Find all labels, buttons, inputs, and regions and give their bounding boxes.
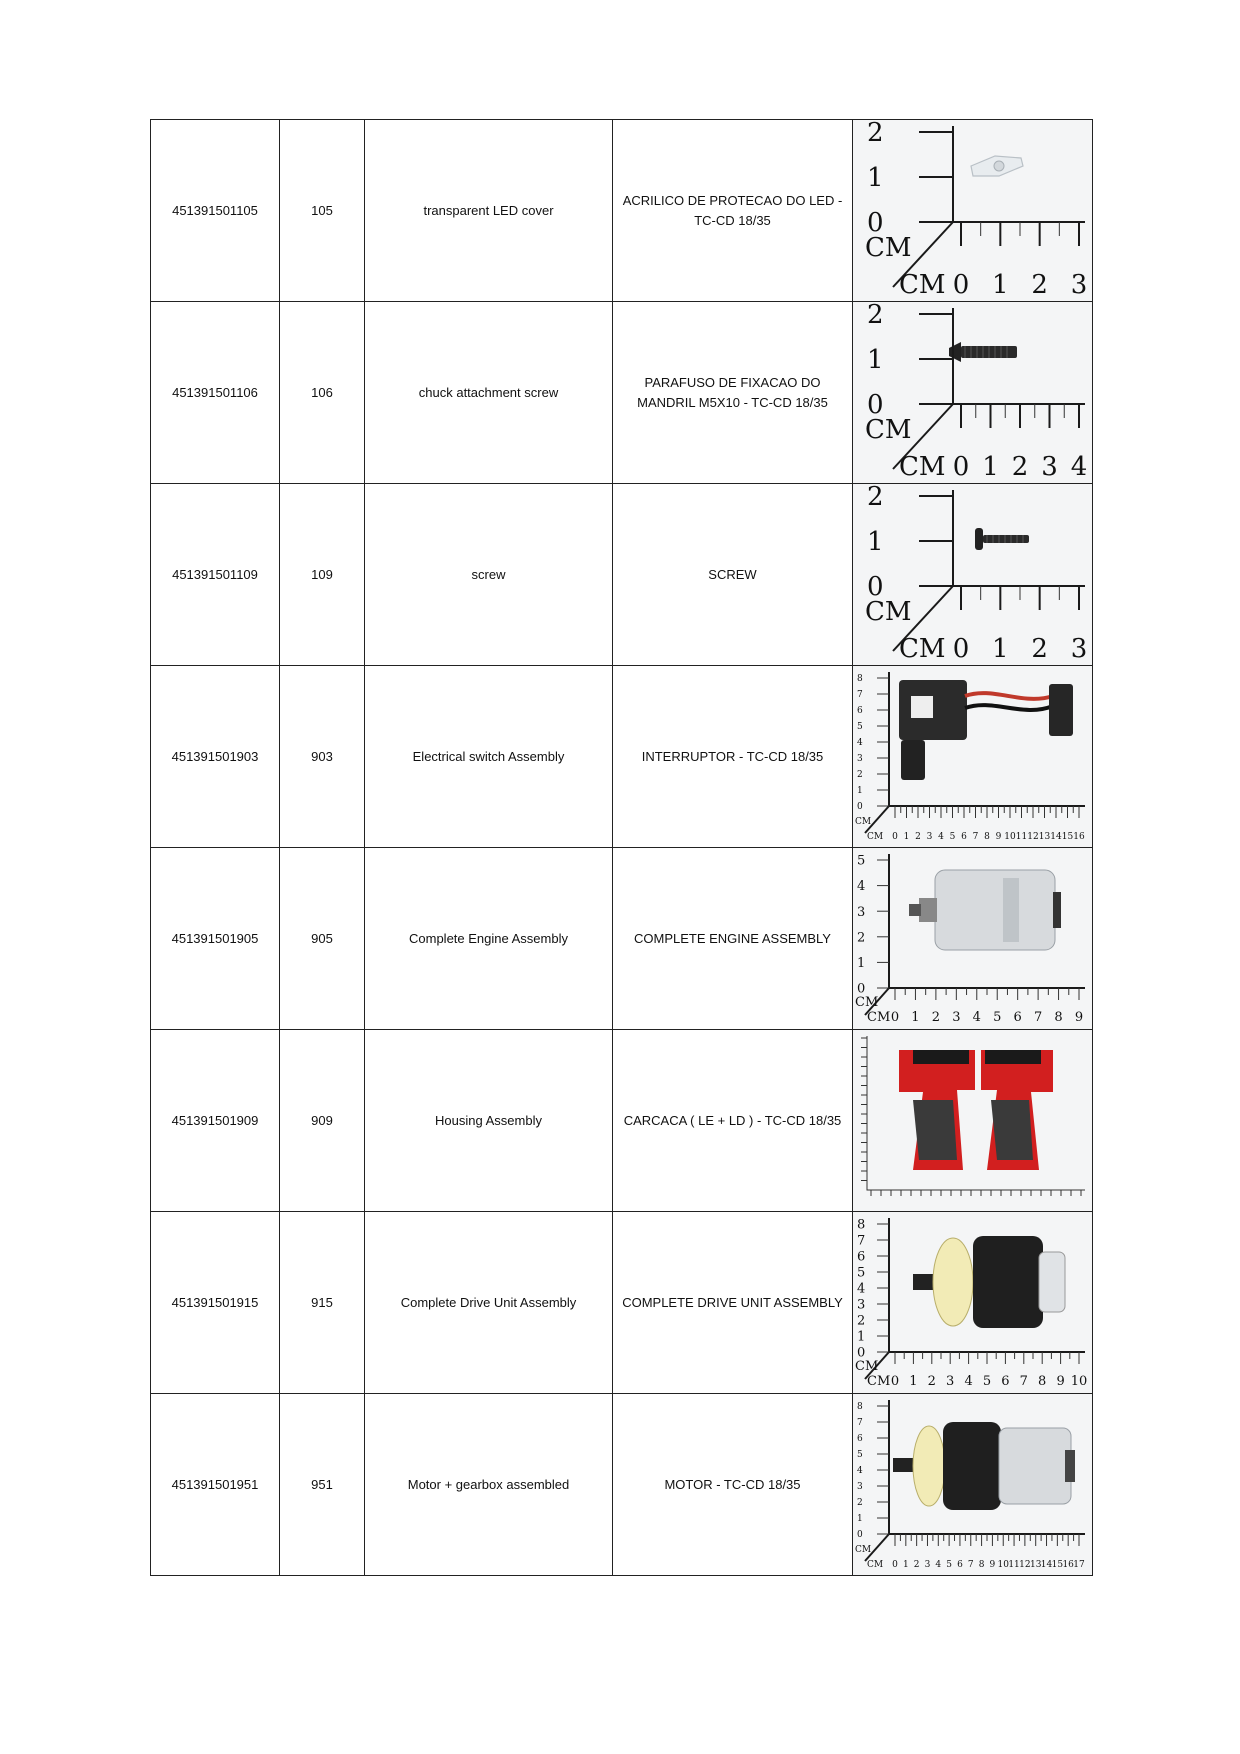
ruler-unit-label: CM <box>865 597 912 627</box>
position-number: 109 <box>280 484 365 666</box>
ruler-x-label: 7 <box>967 1560 974 1570</box>
ruler-y-label: 7 <box>857 1418 863 1429</box>
part-name-en: Housing Assembly <box>365 1030 613 1212</box>
part-photo <box>853 302 1093 484</box>
parts-table-body <box>151 120 1093 1576</box>
ruler-x-label: 5 <box>949 832 956 842</box>
part-name-pt: MOTOR - TC-CD 18/35 <box>613 1394 853 1576</box>
ruler-x-label: 6 <box>957 1560 963 1570</box>
ruler-x-label: 10 <box>1004 832 1016 842</box>
ruler-x-label: 0 <box>890 1010 900 1025</box>
ruler-x-label: 5 <box>982 1374 992 1389</box>
article-number: 451391501909 <box>151 1030 280 1212</box>
ruler-y-label: 4 <box>857 738 863 749</box>
ruler-y-label: 3 <box>857 754 863 765</box>
ruler-y-label: 8 <box>857 1402 863 1413</box>
ruler-x-label: 16 <box>1073 832 1085 842</box>
ruler-y-label: 5 <box>857 1265 866 1281</box>
ruler-x-label: 1 <box>911 1010 920 1025</box>
ruler-y-label: 0 <box>857 802 863 813</box>
ruler-y-label: 4 <box>857 1281 866 1297</box>
position-number: 951 <box>280 1394 365 1576</box>
table-row <box>151 848 1093 1030</box>
part-photo <box>853 484 1093 666</box>
ruler-x-label: 1 <box>903 832 910 842</box>
ruler-x-label: 13 <box>1029 1560 1042 1570</box>
ruler-x-label: 10 <box>997 1560 1009 1570</box>
ruler-unit-label: CM <box>865 415 912 445</box>
ruler-y-label: 6 <box>857 706 863 717</box>
ruler-x-label: 9 <box>995 832 1002 842</box>
ruler-x-label: 14 <box>1040 1560 1053 1570</box>
ruler-unit-label: CM <box>899 452 946 482</box>
ruler-y-label: 0 <box>867 208 884 239</box>
ruler-y-label: 1 <box>857 786 863 797</box>
ruler-y-label: 0 <box>857 981 866 997</box>
table-row <box>151 120 1093 302</box>
ruler-y-label: 1 <box>857 955 866 971</box>
ruler-x-label: 3 <box>952 1010 961 1025</box>
ruler-y-label: 1 <box>867 345 884 376</box>
part-illustration <box>971 156 1023 176</box>
ruler-y-label: 1 <box>867 163 884 194</box>
ruler-y-label: 3 <box>857 904 866 920</box>
ruler-x-label: 9 <box>989 1560 996 1570</box>
ruler-x-label: 4 <box>938 832 944 842</box>
ruler-x-label: 3 <box>926 832 933 842</box>
table-row <box>151 666 1093 848</box>
ruler-y-label: 2 <box>867 120 884 149</box>
part-photo <box>853 120 1093 302</box>
ruler-y-label: 0 <box>867 572 884 603</box>
led-cover-photo <box>853 120 1089 301</box>
ruler-x-label: 8 <box>978 1560 985 1570</box>
ruler-x-label: 17 <box>1073 1560 1085 1570</box>
position-number: 905 <box>280 848 365 1030</box>
ruler-x-label: 0 <box>952 452 970 482</box>
ruler-y-label: 1 <box>857 1514 863 1525</box>
ruler-x-label: 2 <box>1031 634 1048 664</box>
ruler-x-label: 7 <box>1019 1374 1028 1389</box>
ruler-scale <box>865 484 1087 664</box>
ruler-x-label: 5 <box>946 1560 952 1570</box>
article-number: 451391501905 <box>151 848 280 1030</box>
part-name-en: Complete Drive Unit Assembly <box>365 1212 613 1394</box>
ruler-y-label: 6 <box>857 1249 866 1265</box>
ruler-x-label: 6 <box>1013 1010 1022 1025</box>
ruler-x-label: 8 <box>1054 1010 1063 1025</box>
ruler-x-label: 8 <box>1038 1374 1047 1389</box>
ruler-x-label: 16 <box>1062 1560 1074 1570</box>
ruler-unit-label: CM <box>855 1359 879 1374</box>
ruler-x-label: 5 <box>993 1010 1002 1025</box>
article-number: 451391501106 <box>151 302 280 484</box>
countersunk-screw-photo <box>853 302 1089 483</box>
ruler-x-label: 1 <box>982 452 999 482</box>
part-name-pt: COMPLETE ENGINE ASSEMBLY <box>613 848 853 1030</box>
part-photo <box>853 1030 1093 1212</box>
part-illustration <box>975 528 1029 550</box>
ruler-y-label: 5 <box>857 722 863 733</box>
part-photo <box>853 666 1093 848</box>
ruler-unit-label: CM <box>855 1545 872 1555</box>
ruler-x-label: 7 <box>972 832 979 842</box>
ruler-y-label: 0 <box>867 390 884 421</box>
ruler-x-label: 0 <box>890 1374 900 1389</box>
ruler-x-label: 4 <box>972 1010 981 1025</box>
ruler-y-label: 5 <box>857 1450 863 1461</box>
switch-assembly-photo <box>853 666 1089 847</box>
ruler-x-label: 14 <box>1050 832 1062 842</box>
ruler-x-label: 4 <box>964 1374 973 1389</box>
ruler-x-label: 4 <box>1070 452 1088 482</box>
ruler-y-label: 0 <box>857 1345 866 1361</box>
part-photo <box>853 848 1093 1030</box>
position-number: 915 <box>280 1212 365 1394</box>
ruler-y-label: 4 <box>857 1466 863 1477</box>
part-photo <box>853 1212 1093 1394</box>
ruler-x-label: 0 <box>892 1560 898 1570</box>
ruler-y-label: 3 <box>857 1297 866 1313</box>
ruler-x-label: 0 <box>892 832 898 842</box>
ruler-y-label: 4 <box>857 879 866 895</box>
position-number: 106 <box>280 302 365 484</box>
ruler-y-label: 2 <box>867 484 884 513</box>
table-row <box>151 484 1093 666</box>
ruler-x-label: 2 <box>927 1374 936 1389</box>
part-name-pt: SCREW <box>613 484 853 666</box>
ruler-x-label: 4 <box>935 1560 942 1570</box>
part-name-pt: CARCACA ( LE + LD ) - TC-CD 18/35 <box>613 1030 853 1212</box>
ruler-scale <box>865 120 1087 300</box>
part-name-en: chuck attachment screw <box>365 302 613 484</box>
ruler-x-label: 0 <box>952 270 970 300</box>
ruler-x-label: 12 <box>1027 832 1039 842</box>
part-illustration <box>913 1236 1065 1328</box>
ruler-x-label: 2 <box>1011 452 1029 482</box>
ruler-x-label: 6 <box>1001 1374 1010 1389</box>
position-number: 909 <box>280 1030 365 1212</box>
ruler-x-label: 8 <box>984 832 990 842</box>
ruler-y-label: 3 <box>857 1482 863 1493</box>
housing-shells-photo <box>853 1030 1089 1211</box>
parts-table <box>150 119 1093 1576</box>
part-name-en: Motor + gearbox assembled <box>365 1394 613 1576</box>
ruler-y-label: 2 <box>867 302 884 331</box>
ruler-y-label: 7 <box>857 1233 866 1249</box>
ruler-unit-label: CM <box>867 1374 891 1389</box>
article-number: 451391501915 <box>151 1212 280 1394</box>
drive-unit-photo <box>853 1212 1089 1393</box>
part-name-pt: ACRILICO DE PROTECAO DO LED - TC-CD 18/35 <box>613 120 853 302</box>
part-name-en: screw <box>365 484 613 666</box>
part-illustration <box>899 1050 1053 1170</box>
part-illustration <box>899 680 1073 780</box>
ruler-x-label: 3 <box>946 1374 955 1389</box>
ruler-x-label: 3 <box>1070 634 1088 664</box>
motor-photo <box>853 848 1089 1029</box>
ruler-x-label: 7 <box>1033 1010 1043 1025</box>
part-name-pt: COMPLETE DRIVE UNIT ASSEMBLY <box>613 1212 853 1394</box>
article-number: 451391501109 <box>151 484 280 666</box>
position-number: 903 <box>280 666 365 848</box>
part-photo <box>853 1394 1093 1576</box>
part-illustration <box>949 342 1017 362</box>
ruler-y-label: 8 <box>857 674 863 685</box>
ruler-x-label: 9 <box>1056 1374 1065 1389</box>
ruler-y-label: 6 <box>857 1434 863 1445</box>
ruler-x-label: 3 <box>1041 452 1058 482</box>
ruler-x-label: 1 <box>992 270 1009 300</box>
ruler-x-label: 13 <box>1038 832 1051 842</box>
table-row <box>151 1394 1093 1576</box>
ruler-scale <box>865 302 1087 482</box>
ruler-x-label: 10 <box>1070 1374 1088 1389</box>
ruler-y-label: 1 <box>867 527 884 558</box>
ruler-y-label: 7 <box>857 690 863 701</box>
ruler-x-label: 3 <box>1070 270 1088 300</box>
part-illustration <box>893 1422 1075 1510</box>
ruler-y-label: 5 <box>857 853 866 869</box>
ruler-x-label: 12 <box>1019 1560 1031 1570</box>
ruler-y-label: 1 <box>857 1329 866 1345</box>
ruler-y-label: 2 <box>857 1313 866 1329</box>
ruler-x-label: 15 <box>1051 1560 1064 1570</box>
ruler-unit-label: CM <box>899 270 946 300</box>
ruler-unit-label: CM <box>855 995 879 1010</box>
position-number: 105 <box>280 120 365 302</box>
part-name-en: Electrical switch Assembly <box>365 666 613 848</box>
ruler-x-label: 2 <box>931 1010 941 1025</box>
table-row <box>151 302 1093 484</box>
motor-gearbox-photo <box>853 1394 1089 1575</box>
ruler-x-label: 2 <box>915 832 921 842</box>
ruler-x-label: 15 <box>1061 832 1074 842</box>
ruler-y-label: 2 <box>857 1498 863 1509</box>
ruler-unit-label: CM <box>899 634 946 664</box>
ruler-x-label: 2 <box>913 1560 920 1570</box>
ruler-x-label: 1 <box>902 1560 909 1570</box>
ruler-unit-label: CM <box>867 832 884 842</box>
ruler-unit-label: CM <box>867 1010 891 1025</box>
part-name-en: transparent LED cover <box>365 120 613 302</box>
table-row <box>151 1030 1093 1212</box>
article-number: 451391501903 <box>151 666 280 848</box>
ruler-x-label: 0 <box>952 634 970 664</box>
ruler-x-label: 2 <box>1031 270 1048 300</box>
article-number: 451391501951 <box>151 1394 280 1576</box>
ruler-x-label: 9 <box>1074 1010 1084 1025</box>
ruler-x-label: 3 <box>924 1560 931 1570</box>
pan-head-screw-photo <box>853 484 1089 665</box>
ruler-x-label: 11 <box>1015 832 1028 842</box>
ruler-y-label: 0 <box>857 1530 863 1541</box>
part-name-pt: INTERRUPTOR - TC-CD 18/35 <box>613 666 853 848</box>
ruler-x-label: 6 <box>961 832 967 842</box>
part-name-en: Complete Engine Assembly <box>365 848 613 1030</box>
ruler-y-label: 2 <box>857 930 866 946</box>
part-illustration <box>909 870 1061 950</box>
article-number: 451391501105 <box>151 120 280 302</box>
table-row <box>151 1212 1093 1394</box>
ruler-unit-label: CM <box>867 1560 884 1570</box>
ruler-x-label: 11 <box>1008 1560 1020 1570</box>
part-name-pt: PARAFUSO DE FIXACAO DO MANDRIL M5X10 - TC-CD 18/35 <box>613 302 853 484</box>
ruler-y-label: 2 <box>857 770 863 781</box>
ruler-unit-label: CM <box>865 233 912 263</box>
ruler-x-label: 1 <box>909 1374 918 1389</box>
ruler-x-label: 1 <box>992 634 1009 664</box>
ruler-unit-label: CM <box>855 817 872 827</box>
ruler-y-label: 8 <box>857 1217 866 1233</box>
